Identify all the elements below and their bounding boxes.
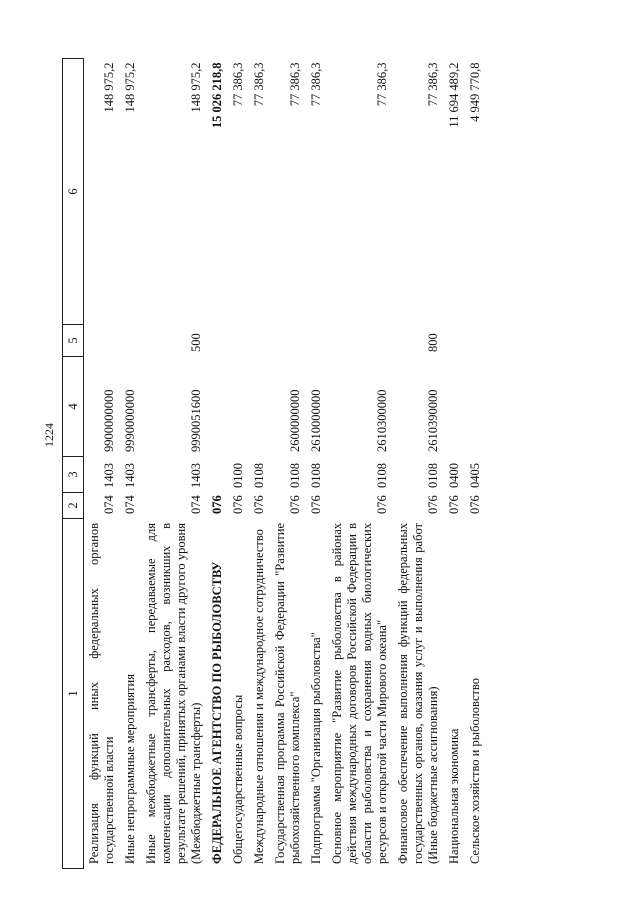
row-code-3: 0108 <box>426 463 440 488</box>
table-body <box>84 59 487 869</box>
header-col-4: 4 <box>63 357 84 457</box>
row-name: Основное мероприятие "Развитие рыболовства в районах действия международных договоров Российской Федерации в области рыболовства и сохранения водных биологических ресурсов и открытой части Мирового океана" <box>330 523 389 864</box>
table-row <box>306 59 327 869</box>
row-amount: 77 386,3 <box>375 62 389 107</box>
rotated-table-container <box>62 59 562 869</box>
table-row <box>270 59 306 869</box>
row-name: ФЕДЕРАЛЬНОЕ АГЕНТСТВО ПО РЫБОЛОВСТВУ <box>210 561 224 864</box>
row-code-3: 0108 <box>309 463 323 488</box>
row-name: Иные непрограммные мероприятия <box>123 674 137 864</box>
row-code-2: 076 <box>252 495 266 514</box>
row-code-3: 1403 <box>123 463 137 488</box>
row-code-2: 076 <box>288 495 302 514</box>
row-amount: 77 386,3 <box>288 62 302 107</box>
row-code-5 <box>327 325 393 357</box>
row-amount: 77 386,3 <box>309 62 323 107</box>
header-col-6: 6 <box>63 59 84 325</box>
table-row <box>207 59 228 869</box>
row-code-5 <box>465 325 486 357</box>
row-code-2: 074 <box>102 495 116 514</box>
row-code-3: 0400 <box>447 463 461 488</box>
row-amount: 148 975,2 <box>123 62 137 113</box>
row-code-5 <box>228 325 249 357</box>
row-amount: 148 975,2 <box>102 62 116 113</box>
row-code-2: 076 <box>426 495 440 514</box>
table-row <box>120 59 141 869</box>
row-code-4: 9900000000 <box>102 389 116 452</box>
row-code-5 <box>120 325 141 357</box>
header-col-3: 3 <box>63 457 84 493</box>
row-name: Финансовое обеспечение выполнения функций федеральных государственных органов, оказания услуг и выполнения работ (Иные бюджетные ассигнования) <box>396 523 440 864</box>
budget-table <box>62 58 486 869</box>
row-code-5: 500 <box>189 333 203 352</box>
table-row <box>393 59 444 869</box>
row-name: Иные межбюджетные трансферты, передаваемые для компенсации дополнительных расходов, возникших в результате решений, принятых органами власти другого уровня (Межбюджетные трансферты) <box>144 523 203 864</box>
row-code-4 <box>249 357 270 457</box>
table-row <box>249 59 270 869</box>
row-code-3: 0100 <box>231 463 245 488</box>
row-code-4: 2610300000 <box>375 389 389 452</box>
header-col-2: 2 <box>63 493 84 519</box>
table-row <box>84 59 121 869</box>
row-code-3 <box>207 457 228 493</box>
row-code-4: 9990051600 <box>189 389 203 452</box>
row-code-3: 0108 <box>375 463 389 488</box>
row-code-4: 2600000000 <box>288 389 302 452</box>
row-code-4 <box>444 357 465 457</box>
row-name: Национальная экономика <box>447 728 461 864</box>
table-row <box>141 59 207 869</box>
row-amount: 148 975,2 <box>189 62 203 113</box>
row-code-2: 076 <box>231 495 245 514</box>
row-code-2: 076 <box>210 495 224 514</box>
row-code-3: 0405 <box>468 463 482 488</box>
table-row <box>444 59 465 869</box>
row-name: Государственная программа Российской Федерации "Развитие рыбохозяйственного комплекса" <box>273 523 302 864</box>
row-code-4: 9990000000 <box>123 389 137 452</box>
row-amount: 15 026 218,8 <box>210 62 224 129</box>
page-number: 1224 <box>42 423 56 447</box>
row-name: Подпрограмма "Организация рыболовства" <box>309 632 323 864</box>
row-code-2: 076 <box>309 495 323 514</box>
row-code-4 <box>207 357 228 457</box>
row-code-3: 1403 <box>189 463 203 488</box>
row-code-5 <box>207 325 228 357</box>
header-row <box>63 59 84 869</box>
row-name: Международные отношения и международное сотрудничество <box>252 529 266 864</box>
row-code-2: 076 <box>447 495 461 514</box>
row-code-3: 1403 <box>102 463 116 488</box>
row-code-5: 800 <box>426 333 440 352</box>
row-code-4: 2610000000 <box>309 389 323 452</box>
row-amount: 77 386,3 <box>231 62 245 107</box>
row-code-3: 0108 <box>288 463 302 488</box>
row-amount: 77 386,3 <box>426 62 440 107</box>
table-row <box>327 59 393 869</box>
row-name: Общегосударственные вопросы <box>231 694 245 864</box>
row-amount: 11 694 489,2 <box>447 62 461 128</box>
row-code-2: 074 <box>123 495 137 514</box>
table-row <box>465 59 486 869</box>
row-code-4 <box>465 357 486 457</box>
table-row <box>228 59 249 869</box>
row-amount: 4 949 770,8 <box>468 62 482 122</box>
row-code-4 <box>228 357 249 457</box>
row-code-3: 0108 <box>252 463 266 488</box>
row-amount: 77 386,3 <box>252 62 266 107</box>
row-code-5 <box>444 325 465 357</box>
row-code-5 <box>270 325 306 357</box>
row-code-5 <box>306 325 327 357</box>
row-code-2: 076 <box>375 495 389 514</box>
row-code-2: 074 <box>189 495 203 514</box>
row-code-2: 076 <box>468 495 482 514</box>
row-code-4: 2610390000 <box>426 389 440 452</box>
row-name: Сельское хозяйство и рыболовство <box>468 678 482 864</box>
header-col-5: 5 <box>63 325 84 357</box>
row-code-5 <box>84 325 121 357</box>
row-name: Реализация функций иных федеральных органов государственной власти <box>87 523 116 864</box>
row-code-5 <box>249 325 270 357</box>
header-col-1: 1 <box>63 519 84 869</box>
